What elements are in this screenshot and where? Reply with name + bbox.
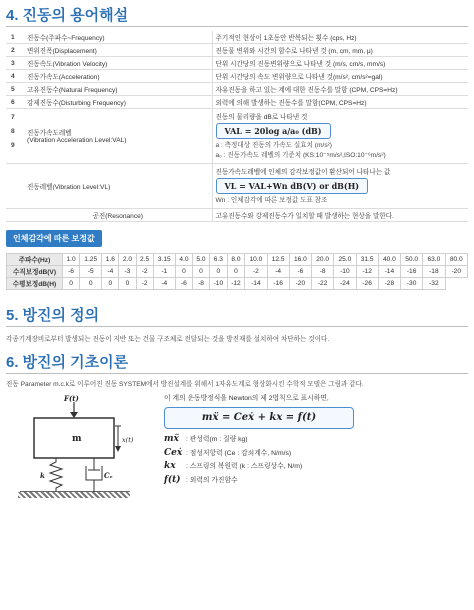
section-6-heading [6, 351, 468, 373]
horizontal-correction-cell: 0 [119, 277, 136, 289]
term-number: 2 [6, 44, 24, 57]
frequency-cell: 80.0 [445, 253, 468, 265]
term-number: 8 [11, 128, 15, 135]
horizontal-correction-cell: -26 [356, 277, 378, 289]
frequency-cell: 8.0 [227, 253, 245, 265]
val-intro: 진동의 물리량을 dB로 나타낸 것 [215, 114, 308, 121]
vertical-correction-cell: -6 [289, 265, 311, 277]
vertical-correction-cell: -1 [153, 265, 175, 277]
displacement-label: x(t) [122, 435, 134, 444]
vl-formula: VL = VAL+Wn dB(V) or dB(H) [216, 178, 369, 194]
term-name: 공진(Resonance) [24, 208, 212, 221]
frequency-cell: 16.0 [289, 253, 311, 265]
term-number: 4 [6, 70, 24, 83]
frequency-cell: 3.15 [153, 253, 175, 265]
term-description: 진동물 변위와 시간의 함수로 나타낸 것 (m, cm, mm, μ) [212, 44, 468, 57]
vertical-correction-label: 수직보정dB(V) [7, 265, 63, 277]
section-5-text: 각종기계장비로부터 발생되는 진동이 지반 또는 건물 구조체로 전달되는 것을 방진재를 설치하여 차단하는 것이다. [6, 335, 330, 343]
term-description: 외력에 의해 발생하는 진동수를 말함(CPM, CPS=Hz) [212, 96, 468, 109]
vertical-correction-cell: -6 [63, 265, 80, 277]
legend-description: : 점성저항력 (Ce : 감쇠계수, N/m/s) [186, 449, 292, 457]
term-description: 주기적인 현상이 1초동안 반복되는 횟수 (cps, Hz) [212, 31, 468, 44]
section-4-number: 4. [6, 7, 19, 24]
vertical-correction-cell: 0 [175, 265, 192, 277]
frequency-cell: 2.5 [136, 253, 153, 265]
damper-label: Cₑ [104, 470, 113, 480]
term-number: 5 [6, 83, 24, 96]
term-description: 고유진동수와 강제진동수가 일치할 때 발생하는 현상을 말한다. [212, 208, 468, 221]
ground-hatch [18, 492, 130, 498]
vertical-correction-cell: -8 [312, 265, 334, 277]
vertical-correction-cell: -12 [356, 265, 378, 277]
correction-badge: 인체감각에 따른 보정값 [6, 230, 102, 247]
term-name: 변위진폭(Displacement) [24, 44, 212, 57]
terms-row [6, 57, 468, 70]
frequency-cell: 40.0 [378, 253, 400, 265]
horizontal-correction-cell: -6 [175, 277, 192, 289]
horizontal-correction-label: 수평보정dB(H) [7, 277, 63, 289]
legend-description: : 관성력(m : 질량 kg) [186, 436, 248, 444]
vertical-correction-cell: 0 [192, 265, 209, 277]
terms-row [6, 44, 468, 57]
legend-symbol: f(t) [164, 474, 181, 485]
legend-description: : 외력의 가진함수 [186, 476, 238, 484]
horizontal-correction-cell: -20 [289, 277, 311, 289]
section-6-text: 진동 Parameter m.c.k로 이루어진 진동 SYSTEM에서 방진설계를 위해서 1자유도계로 형상화시킨 수학적 모델은 그림과 같다. [6, 380, 364, 388]
vertical-correction-cell: -5 [80, 265, 102, 277]
frequency-cell: 6.3 [210, 253, 228, 265]
horizontal-correction-cell: -32 [423, 277, 445, 289]
force-label: F(t) [64, 393, 79, 403]
title-divider [6, 326, 468, 327]
legend-symbol: Ceẋ [164, 447, 183, 458]
vertical-correction-cell: -2 [136, 265, 153, 277]
equation-intro: 이 계의 운동방정식을 Newton의 제 2법칙으로 표시하면, [164, 394, 329, 402]
vertical-correction-cell: -2 [245, 265, 267, 277]
section-4-heading [6, 4, 468, 26]
horizontal-correction-cell: -24 [334, 277, 356, 289]
vertical-correction-cell: -4 [102, 265, 119, 277]
vl-intro: 진동가속도레벨에 인체의 감각보정값이 환산되어 나타나는 값 [215, 168, 391, 176]
frequency-cell: 1.0 [63, 253, 80, 265]
section-6-title: 방진의 기초이론 [22, 353, 129, 371]
section-5-title: 방진의 정의 [22, 306, 100, 324]
horizontal-correction-cell: -4 [153, 277, 175, 289]
term-number: 1 [6, 31, 24, 44]
term-name: 진동수(주파수~Frequency) [24, 31, 212, 44]
legend-item [164, 433, 468, 446]
vertical-correction-cell: 0 [227, 265, 245, 277]
section-5-number: 5. [6, 306, 19, 324]
legend-symbol: mẍ [164, 434, 179, 445]
legend-description: : 스프링의 복원력 (k : 스프링상수, N/m) [186, 463, 303, 471]
frequency-cell: 63.0 [423, 253, 445, 265]
term-numbers-7-9 [6, 109, 24, 164]
horizontal-correction-cell: 0 [63, 277, 80, 289]
terms-row [6, 208, 468, 221]
horizontal-correction-cell: -8 [192, 277, 209, 289]
val-note-a0: a₀ : 진동가속도 레벨의 기준치 (KS:10⁻⁵m/s²,ISO:10⁻⁶m/s²) [215, 151, 386, 159]
horizontal-correction-cell: -14 [245, 277, 267, 289]
term-number: 3 [6, 57, 24, 70]
term-name-line: 진동가속도레벨 [27, 130, 72, 138]
frequency-cell: 2.0 [119, 253, 136, 265]
terms-row-val [6, 109, 468, 164]
horizontal-correction-cell: -16 [267, 277, 289, 289]
frequency-cell: 1.25 [80, 253, 102, 265]
horizontal-correction-cell: -10 [210, 277, 228, 289]
terms-row [6, 70, 468, 83]
terms-row-vl [6, 163, 468, 208]
equation-panel [164, 394, 468, 488]
vertical-correction-cell: -16 [401, 265, 423, 277]
term-description: 단위 시간당의 진동변위량으로 나타낸 것 (m/s, cm/s, mm/s) [212, 57, 468, 70]
horizontal-correction-cell: 0 [80, 277, 102, 289]
term-name: 진동속도(Vibration Velocity) [24, 57, 212, 70]
vertical-correction-cell: -10 [334, 265, 356, 277]
horizontal-correction-cell: -22 [312, 277, 334, 289]
spring-icon [50, 458, 62, 492]
equation-box: mẍ = Ceẋ + kx = f(t) [164, 407, 354, 429]
legend-item [164, 447, 468, 460]
frequency-cell: 31.5 [356, 253, 378, 265]
frequency-cell: 1.6 [102, 253, 119, 265]
mass-label: m [72, 433, 82, 444]
frequency-cell: 20.0 [312, 253, 334, 265]
vertical-correction-cell: -20 [445, 265, 468, 277]
val-formula: VAL = 20log a/a₀ (dB) [216, 123, 331, 139]
vertical-correction-cell: -18 [423, 265, 445, 277]
frequency-cell: 50.0 [401, 253, 423, 265]
term-number [6, 208, 24, 221]
sdof-model-area [6, 394, 468, 544]
term-name-val [24, 109, 212, 164]
frequency-cell: 10.0 [245, 253, 267, 265]
horizontal-correction-row [7, 277, 468, 289]
spring-label: k [40, 470, 45, 480]
horizontal-correction-cell: -28 [378, 277, 400, 289]
horizontal-correction-cell: -12 [227, 277, 245, 289]
term-name: 고유진동수(Natural Frequency) [24, 83, 212, 96]
title-divider [6, 26, 468, 27]
term-number: 7 [11, 114, 15, 121]
vertical-correction-cell: -3 [119, 265, 136, 277]
term-number: 9 [11, 142, 15, 149]
frequency-cell: 25.0 [334, 253, 356, 265]
term-description: 자유진동을 하고 있는 계에 대한 진동수를 말함 (CPM, CPS=Hz) [212, 83, 468, 96]
term-name: 강제진동수(Disturbing Frequency) [24, 96, 212, 109]
horizontal-correction-cell: -2 [136, 277, 153, 289]
frequency-header-label: 주파수(Hz) [7, 253, 63, 265]
horizontal-correction-cell: 0 [102, 277, 119, 289]
section-6-number: 6. [6, 353, 19, 371]
horizontal-correction-cell: -30 [401, 277, 423, 289]
term-description: 단위 시간당의 속도 변위량으로 나타낸 것(m/s², cm/s²=gal) [212, 70, 468, 83]
term-name: 진동레벨(Vibration Level:VL) [24, 163, 212, 208]
vertical-correction-cell: 0 [210, 265, 228, 277]
term-name: 진동가속도(Acceleration) [24, 70, 212, 83]
terms-row [6, 83, 468, 96]
frequency-header-row [7, 253, 468, 265]
term-number [6, 163, 24, 208]
legend-symbol: kx [164, 461, 176, 472]
frequency-cell: 4.0 [175, 253, 192, 265]
term-description-val [212, 109, 468, 164]
terms-row [6, 31, 468, 44]
frequency-cell: 5.0 [192, 253, 209, 265]
force-arrow-head [70, 412, 78, 418]
term-name-line: (Vibration Acceleration Level:VAL) [27, 137, 127, 145]
terms-row [6, 96, 468, 109]
term-description-vl [212, 163, 468, 208]
legend-item [164, 474, 468, 487]
val-note-a: a : 측정대상 진동의 가속도 실효치 (m/s²) [215, 142, 333, 149]
terms-table [6, 31, 468, 222]
section-4-title: 진동의 용어해설 [22, 7, 129, 24]
displacement-arrow-head [115, 446, 121, 452]
section-5-heading [6, 304, 468, 326]
legend-item [164, 460, 468, 473]
vertical-correction-row [7, 265, 468, 277]
frequency-cell: 12.5 [267, 253, 289, 265]
term-number: 6 [6, 96, 24, 109]
vertical-correction-cell: -4 [267, 265, 289, 277]
vertical-correction-cell: -14 [378, 265, 400, 277]
title-divider [6, 373, 468, 374]
correction-table [6, 253, 468, 290]
vl-note: Wn : 인체감각에 따른 보정값 도표 참조 [215, 196, 328, 204]
